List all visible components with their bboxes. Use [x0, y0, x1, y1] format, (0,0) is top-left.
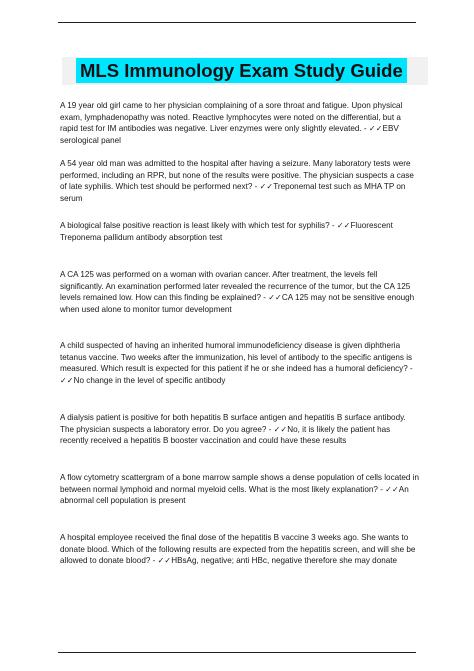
checkmark-icon: ✓✓: [273, 424, 288, 434]
qa-item: [60, 532, 420, 567]
question-text: A hospital employee received the final dose of the hepatitis B vaccine 3 weeks ago. She wants to donate blood. Which of the following results are expected from the hepatitis screen, and will she be allowed to donate blood? -: [60, 533, 416, 566]
answer-text: No, it is likely the patient has recently received a hepatitis B booster vaccination and could have these results: [60, 424, 391, 446]
question-text: A biological false positive reaction is least likely with which test for syphilis? -: [60, 221, 337, 230]
answer-text: No change in the level of specific antibody: [73, 375, 226, 385]
qa-item: [60, 158, 420, 204]
qa-item: [60, 269, 420, 315]
qa-item: [60, 412, 420, 447]
checkmark-icon: ✓✓: [259, 182, 274, 192]
checkmark-icon: ✓✓: [385, 484, 399, 494]
qa-item: [60, 220, 420, 243]
question-text: A flow cytometry scattergram of a bone marrow sample shows a dense population of cells located in between normal lymphoid and normal myeloid cells. What is the most likely explanation? -: [60, 473, 420, 494]
question-text: A CA 125 was performed on a woman with ovarian cancer. After treatment, the levels fell significantly. An examination performed later revealed the recurrence of the tumor, but the CA 125 levels remained low. How can this finding be explained? -: [60, 270, 411, 303]
checkmark-icon: ✓✓: [268, 293, 282, 303]
qa-item: [60, 472, 420, 507]
question-text: A 19 year old girl came to her physician complaining of a sore throat and fatigue. Upon physical exam, lymphadenopathy was noted. Reactive lymphocytes were noted on the differential, but a rapid test for IM antibodies was negative. Liver enzymes were only slightly elevated. -: [60, 101, 403, 134]
checkmark-icon: ✓✓: [336, 221, 351, 230]
checkmark-icon: ✓✓: [368, 124, 383, 134]
question-text: A dialysis patient is positive for both hepatitis B surface antigen and hepatitis B surface antibody. The physician suspects a laboratory error. Do you agree? -: [60, 413, 406, 434]
answer-text: HBsAg, negative; anti HBc, negative therefore she may donate: [171, 556, 398, 566]
answer-text: Treponemal test such as MHA TP on serum: [60, 182, 406, 203]
answer-text: CA 125 may not be sensitive enough when used alone to monitor tumor development: [60, 293, 415, 314]
qa-item: [60, 340, 420, 386]
bottom-rule: [58, 652, 416, 653]
question-text: A 54 year old man was admitted to the hospital after having a seizure. Many laboratory tests were performed, including an RPR, but none of the results were positive. The physician suspects a case of late syphilis. Which test should be performed next? -: [60, 159, 414, 192]
qa-item: [60, 100, 420, 146]
answer-text: EBV serological panel: [60, 124, 399, 145]
top-rule: [58, 22, 416, 23]
title-banner: [62, 57, 428, 85]
answer-text: An abnormal cell population is present: [60, 484, 409, 506]
checkmark-icon: ✓✓: [60, 375, 74, 385]
checkmark-icon: ✓✓: [157, 556, 172, 566]
document-title: MLS Immunology Exam Study Guide: [76, 58, 407, 83]
answer-text: Fluorescent Treponema pallidum antibody absorption test: [60, 221, 393, 242]
question-text: A child suspected of having an inherited humoral immunodeficiency disease is given diphtheria tetanus vaccine. Two weeks after the immunization, his level of antibody to the specific antigens is measured. Which result is expected for this patient if he or she indeed has a humoral deficiency? -: [60, 341, 413, 374]
